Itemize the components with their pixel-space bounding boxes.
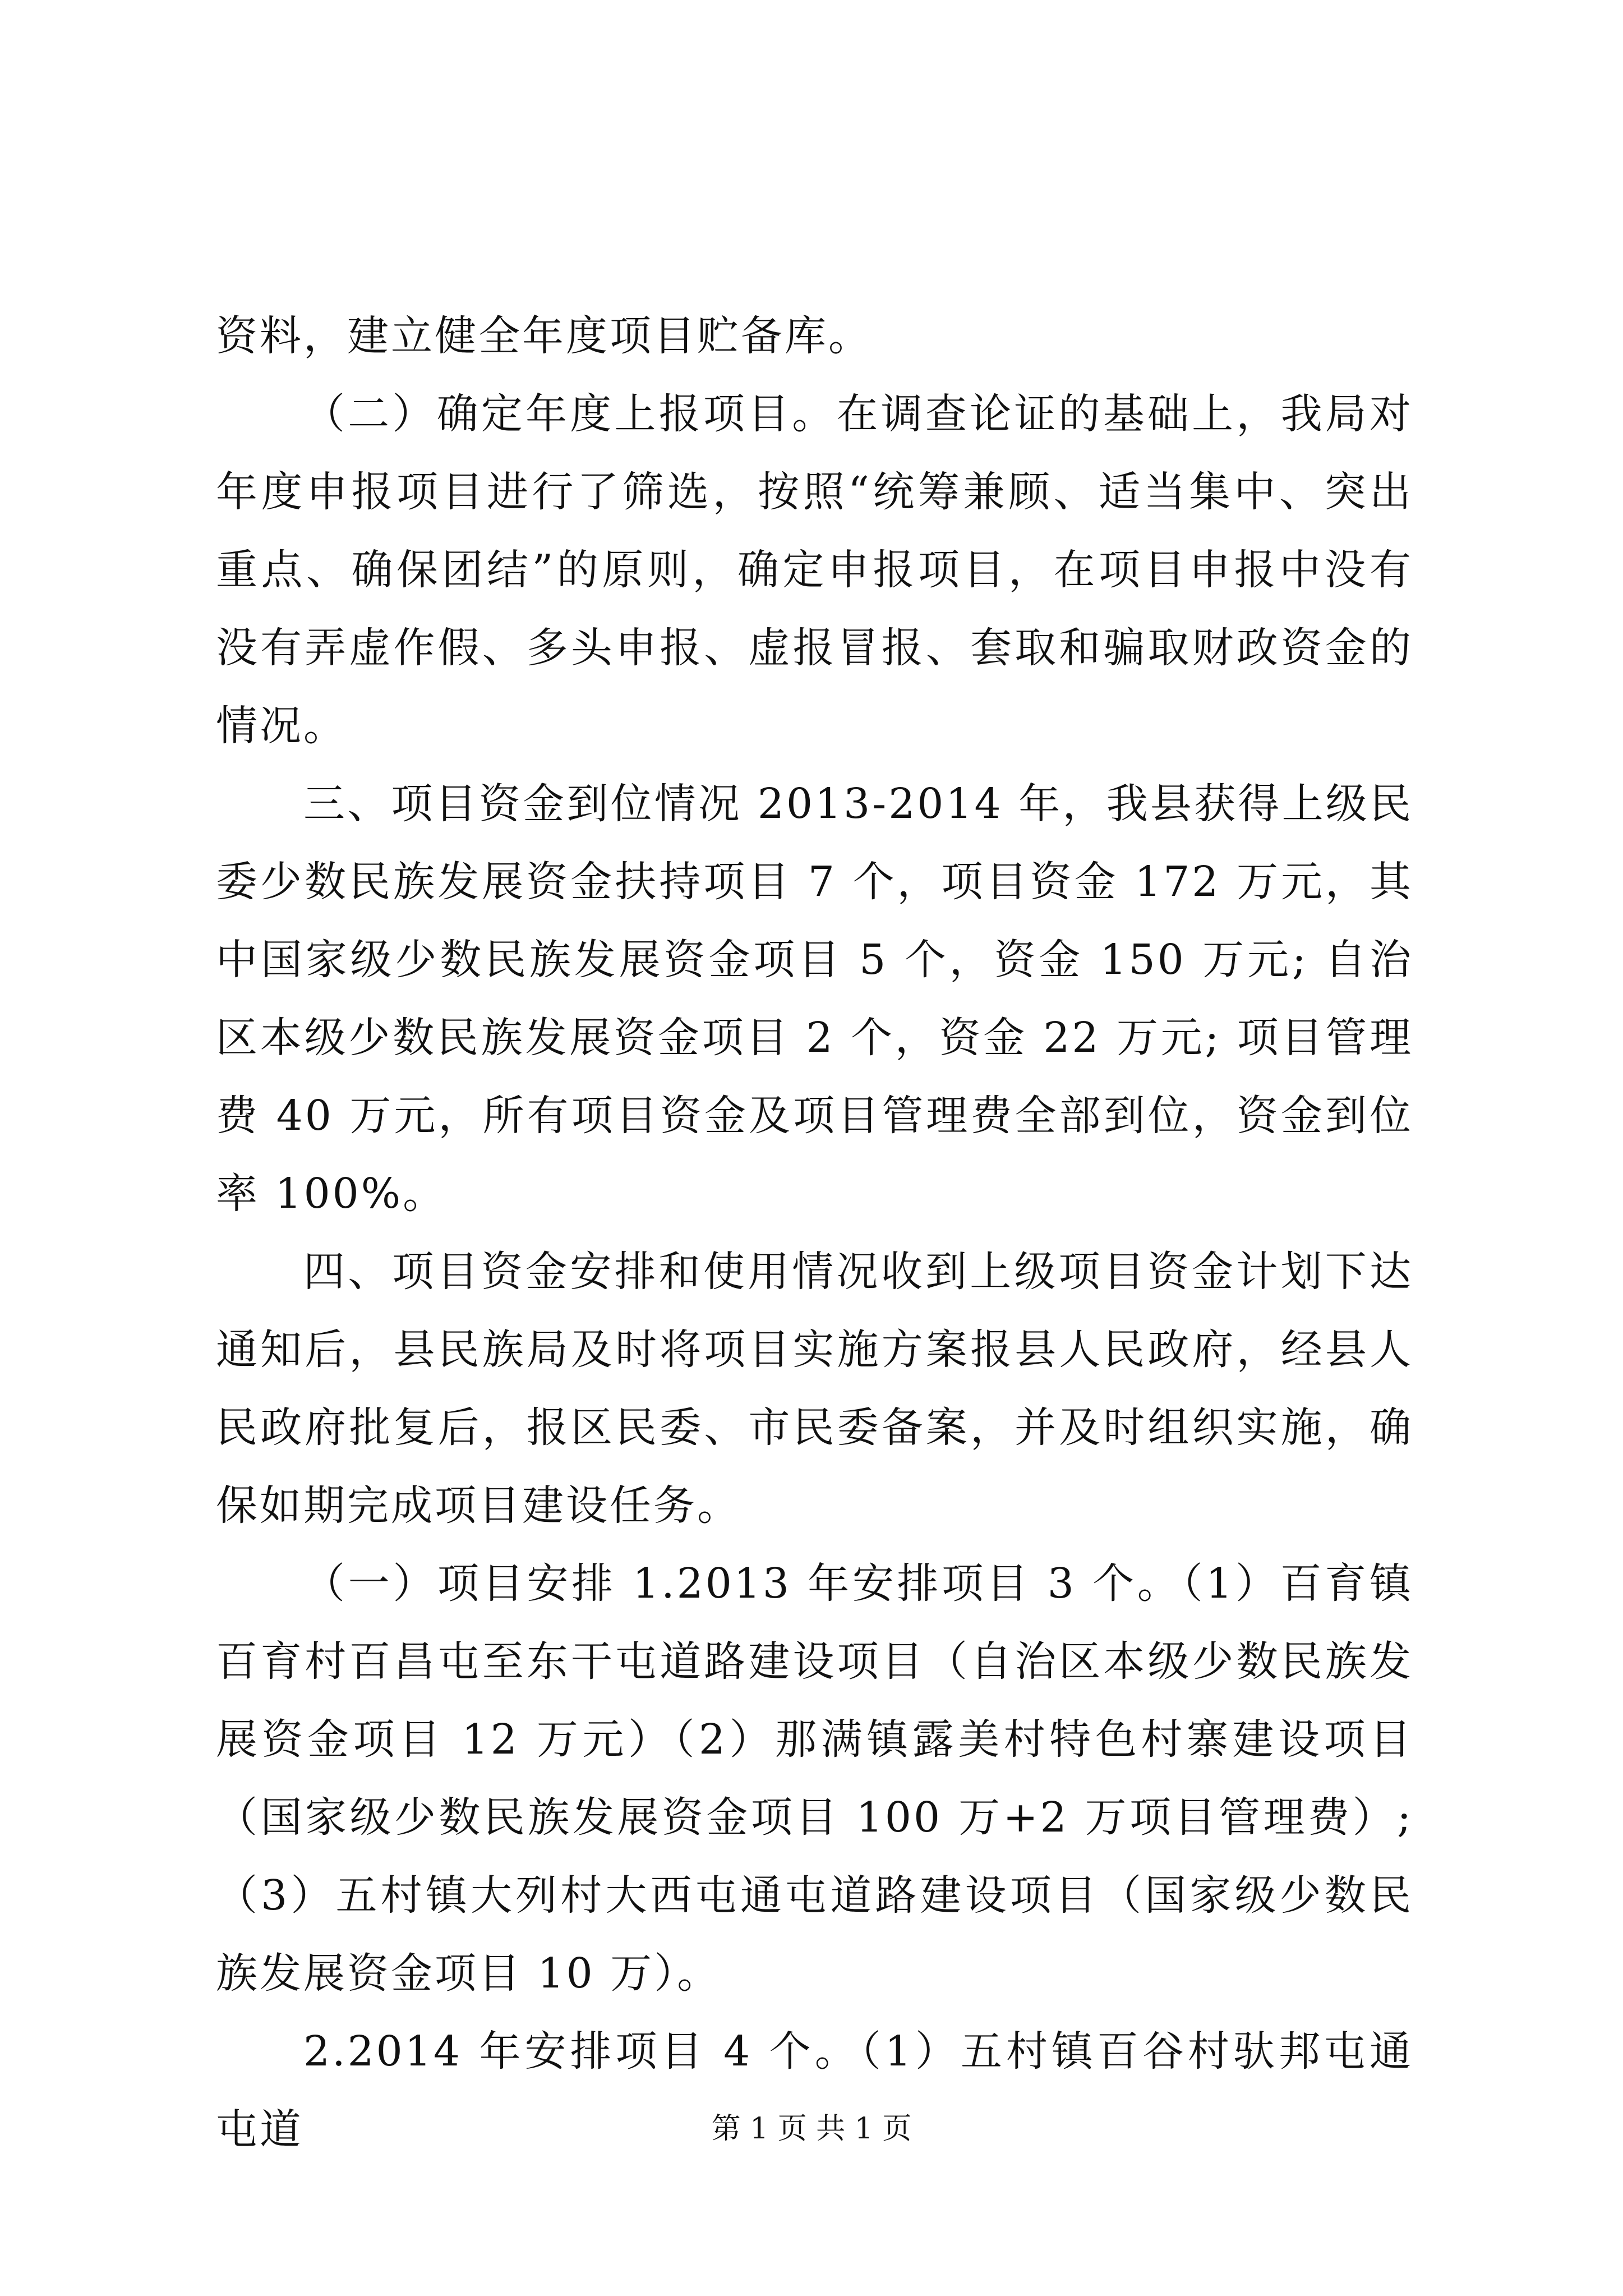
paragraph-project-arrangement-2014: 2.2014 年安排项目 4 个。（1）五村镇百谷村驮邦屯通屯道	[216, 2027, 1413, 2154]
paragraph-funds-usage: 四、项目资金安排和使用情况收到上级项目资金计划下达通知后，县民族局及时将项目实施方案报县人民政府，经县人民政府批复后，报区民委、市民委备案，并及时组织实施，确保如期完成项目建设任务。	[216, 1248, 1413, 1530]
document-body	[216, 297, 1413, 2169]
paragraph-funds-arrival: 三、项目资金到位情况 2013-2014 年，我县获得上级民委少数民族发展资金扶持项目 7 个，项目资金 172 万元，其中国家级少数民族发展资金项目 5 个，资金 150 万元; 自治区本级少数民族发展资金项目 2 个，资金 22 万元; 项目管理费 40 万元，所有项目资金及项目管理费全部到位，资金到位率 100%。	[216, 780, 1413, 1218]
page-number-footer: 第 1 页 共 1 页	[711, 2112, 912, 2146]
paragraph-project-arrangement-2013: （一）项目安排 1.2013 年安排项目 3 个。（1）百育镇百育村百昌屯至东干屯道路建设项目（自治区本级少数民族发展资金项目 12 万元）（2）那满镇露美村特色村寨建设项目（国家级少数民族发展资金项目 100 万+2 万项目管理费）;（3）五村镇大列村大西屯通屯道路建设项目（国家级少数民族发展资金项目 10 万）。	[216, 1559, 1413, 1998]
paragraph-determine-projects: （二）确定年度上报项目。在调查论证的基础上，我局对年度申报项目进行了筛选，按照“统筹兼顾、适当集中、突出重点、确保团结”的原则，确定申报项目，在项目申报中没有没有弄虚作假、多头申报、虚报冒报、套取和骗取财政资金的情况。	[216, 390, 1413, 750]
paragraph-continuation: 资料，建立健全年度项目贮备库。	[216, 312, 872, 360]
